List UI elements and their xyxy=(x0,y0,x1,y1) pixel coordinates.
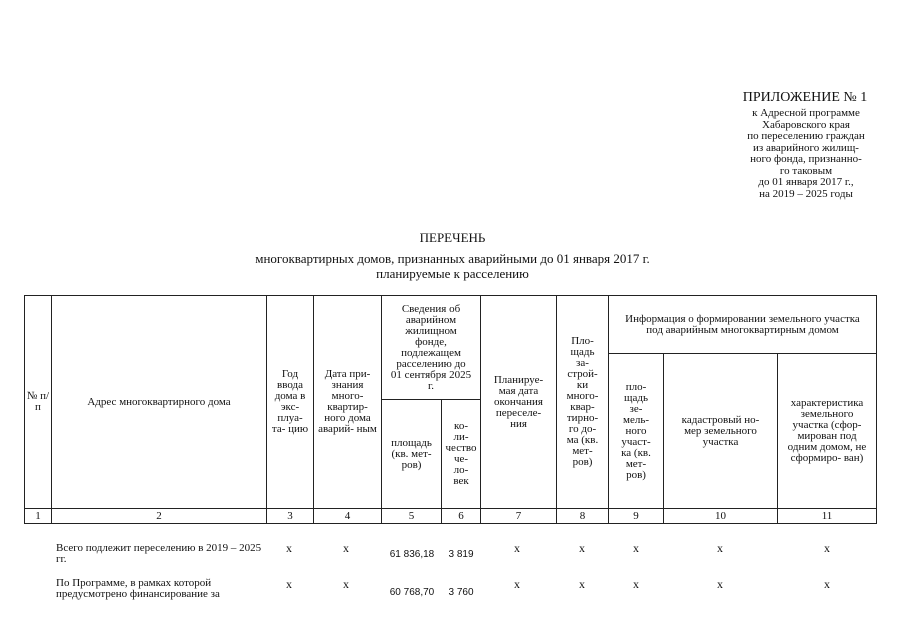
header-col-land-characteristic: характеристика земельного участка (сфор- мирован под одним домом, не сформиро- ван) xyxy=(787,397,867,464)
column-number: 6 xyxy=(458,509,464,522)
cell-value: x xyxy=(343,541,349,555)
appendix-line: го таковым xyxy=(779,164,833,177)
cell-value: x xyxy=(633,577,639,591)
column-number: 11 xyxy=(821,509,833,522)
cell-area: 60 768,70 xyxy=(389,587,435,598)
header-group-land: Информация о формировании земельного участка под аварийным многоквартирным домом xyxy=(625,312,860,336)
cell-value: x xyxy=(824,541,830,555)
cell-value: x xyxy=(286,541,292,555)
appendix-line: из аварийного жилищ- xyxy=(753,141,859,154)
document-subtitle: многоквартирных домов, признанных аварийными до 01 января 2017 г. xyxy=(255,251,650,266)
column-number: 10 xyxy=(715,509,726,522)
cell-value: x xyxy=(514,577,520,591)
header-col-address: Адрес многоквартирного дома xyxy=(87,395,231,408)
cell-value: x xyxy=(717,541,723,555)
cell-value: x xyxy=(579,577,585,591)
column-number: 5 xyxy=(408,509,415,522)
cell-value: x xyxy=(579,541,585,555)
header-col-land-area: пло- щадь зе- мель- ного участ- ка (кв. мет- ров) xyxy=(621,380,651,481)
header-group-housing: Сведения об аварийном жилищном фонде, подлежащем расселению до 01 сентября 2025 г. xyxy=(390,302,472,392)
header-col-area: площадь (кв. мет- ров) xyxy=(391,436,432,471)
column-number: 8 xyxy=(579,509,586,522)
cell-value: x xyxy=(717,577,723,591)
appendix-line: ного фонда, признанно- xyxy=(750,153,862,165)
column-number: 2 xyxy=(156,509,162,522)
cell-value: x xyxy=(514,541,520,555)
document-title: ПЕРЕЧЕНЬ xyxy=(419,230,486,245)
row-label: По Программе, в рамках которой предусмотрено финансирование за xyxy=(56,577,220,600)
appendix-title: ПРИЛОЖЕНИЕ № 1 xyxy=(742,90,868,105)
appendix-line: Хабаровского края xyxy=(762,118,850,131)
appendix-line: к Адресной программе xyxy=(752,107,860,119)
cell-value: x xyxy=(824,577,830,591)
cell-people: 3 760 xyxy=(448,587,474,598)
column-number: 9 xyxy=(633,509,639,522)
appendix-text xyxy=(722,108,890,200)
column-number: 1 xyxy=(35,509,41,522)
cell-value: x xyxy=(633,541,639,555)
cell-area: 61 836,18 xyxy=(389,549,435,560)
column-number: 3 xyxy=(287,509,293,522)
header-col-emergency-date: Дата при- знания много- квартир- ного дома аварий- ным xyxy=(318,368,377,435)
cell-people: 3 819 xyxy=(448,549,474,560)
row-label: Всего подлежит переселению в 2019 – 2025 гг. xyxy=(56,542,262,565)
column-number: 4 xyxy=(344,509,351,522)
appendix-line: до 01 января 2017 г., xyxy=(758,176,854,188)
document-subtitle-2: планируемые к расселению xyxy=(376,266,529,281)
header-col-people: ко- ли- чество че- ло- век xyxy=(445,420,477,487)
appendix-line: на 2019 – 2025 годы xyxy=(759,187,853,200)
header-col-year: Год ввода дома в экс- плуа- та- цию xyxy=(271,368,309,435)
header-col-building-area: Пло- щадь за- строй- ки много- квар- тирно- го до- ма (кв. мет- ров) xyxy=(566,335,599,468)
cell-value: x xyxy=(343,577,349,591)
column-number: 7 xyxy=(515,509,522,522)
header-col-cadastral: кадастровый но- мер земельного участка xyxy=(681,413,760,448)
cell-value: x xyxy=(286,577,292,591)
appendix-line: по переселению граждан xyxy=(747,130,865,142)
header-col-number: № п/п xyxy=(26,390,50,413)
header-col-relocation-date: Планируе- мая дата окончания переселе- ния xyxy=(493,373,544,430)
